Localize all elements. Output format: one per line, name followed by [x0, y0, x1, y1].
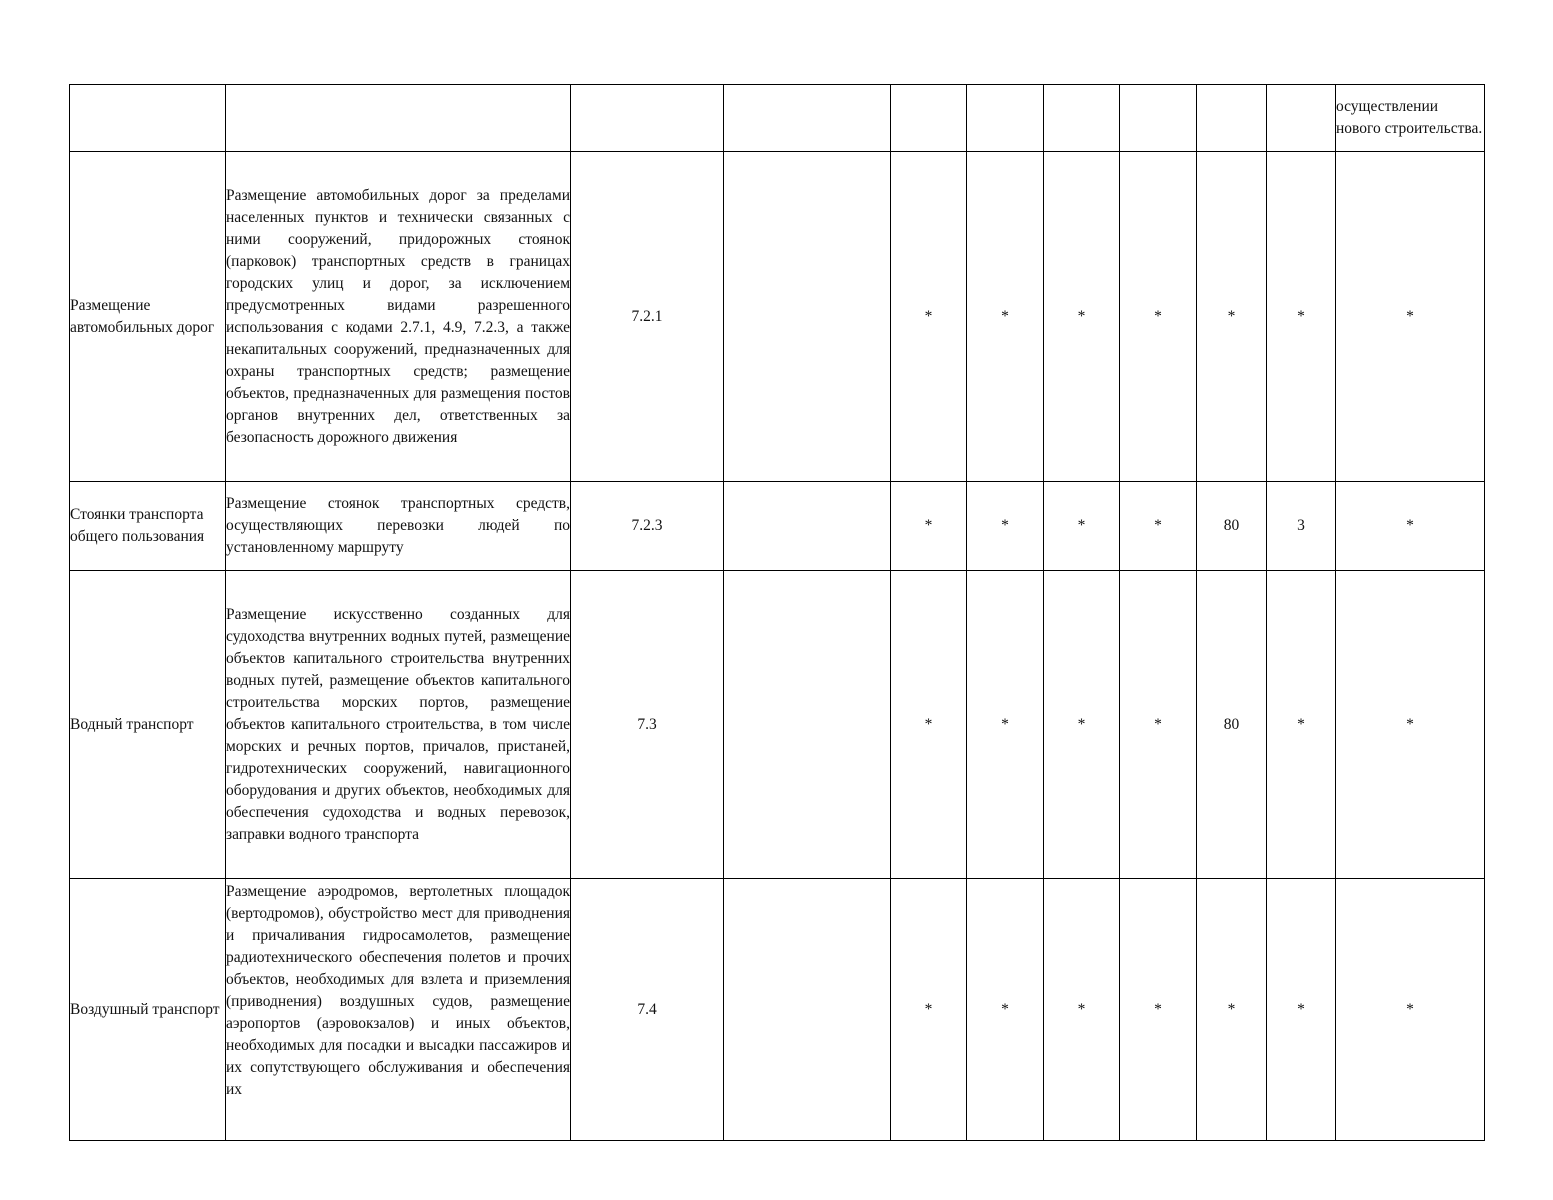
param-cell: *: [967, 152, 1044, 482]
param-cell: *: [891, 879, 967, 1141]
empty-cell: [724, 879, 891, 1141]
use-description-cell: Размещение стоянок транспортных средств, осуществляющих перевозки людей по установленному маршруту: [226, 482, 571, 571]
param-cell: [1120, 85, 1197, 152]
param-cell: *: [1197, 152, 1267, 482]
table-row: [70, 482, 1485, 571]
use-name-cell: Водный транспорт: [70, 571, 226, 879]
param-cell: *: [1120, 152, 1197, 482]
param-cell: [1044, 85, 1120, 152]
use-code-cell: 7.2.3: [571, 482, 724, 571]
param-cell: *: [967, 571, 1044, 879]
param-cell: *: [1044, 571, 1120, 879]
param-cell: *: [1044, 152, 1120, 482]
param-cell: *: [1267, 152, 1336, 482]
param-cell: 80: [1197, 571, 1267, 879]
empty-cell: [724, 571, 891, 879]
param-cell: 80: [1197, 482, 1267, 571]
param-cell: *: [891, 482, 967, 571]
use-code-cell: [571, 85, 724, 152]
param-cell: *: [1267, 571, 1336, 879]
table-row: [70, 571, 1485, 879]
param-cell: *: [1044, 879, 1120, 1141]
note-cell: *: [1336, 152, 1485, 482]
param-cell: [1197, 85, 1267, 152]
param-cell: *: [891, 152, 967, 482]
table-row: [70, 85, 1485, 152]
use-code-cell: 7.4: [571, 879, 724, 1141]
use-name-cell: Размещение автомобильных дорог: [70, 152, 226, 482]
param-cell: *: [1197, 879, 1267, 1141]
empty-cell: [724, 482, 891, 571]
use-code-cell: 7.2.1: [571, 152, 724, 482]
note-cell: *: [1336, 879, 1485, 1141]
use-name-cell: [70, 85, 226, 152]
use-description-cell: Размещение аэродромов, вертолетных площадок (вертодромов), обустройство мест для приводнения и причаливания гидросамолетов, размещение радиотехнического обеспечения полетов и прочих объектов, необходимых для взлета и приземления (приводнения) воздушных судов, размещение аэропортов (аэровокзалов) и иных объектов, необходимых для посадки и высадки пассажиров и их сопутствующего обслуживания и обеспечения их: [226, 882, 570, 1098]
param-cell: [967, 85, 1044, 152]
param-cell: *: [1120, 879, 1197, 1141]
use-name-cell: Стоянки транспорта общего пользования: [70, 482, 226, 571]
param-cell: [1267, 85, 1336, 152]
param-cell: *: [967, 879, 1044, 1141]
use-description-cell: Размещение искусственно созданных для судоходства внутренних водных путей, размещение объектов капитального строительства внутренних водных путей, размещение объектов капитального строительства морских портов, размещение объектов капитального строительства, в том числе морских и речных портов, причалов, пристаней, гидротехнических сооружений, навигационного оборудования и других объектов, необходимых для обеспечения судоходства и водных перевозок, заправки водного транспорта: [226, 571, 571, 879]
param-cell: 3: [1267, 482, 1336, 571]
param-cell: *: [1120, 482, 1197, 571]
use-name-cell: Воздушный транспорт: [70, 879, 226, 1141]
table-row: [70, 879, 1485, 1141]
param-cell: *: [1120, 571, 1197, 879]
empty-cell: [724, 152, 891, 482]
param-cell: *: [891, 571, 967, 879]
param-cell: [891, 85, 967, 152]
use-description-cell: [226, 85, 571, 152]
note-cell: *: [1336, 571, 1485, 879]
param-cell: *: [1267, 879, 1336, 1141]
param-cell: *: [1044, 482, 1120, 571]
land-use-table: [69, 84, 1485, 1141]
note-cell: осуществлении нового строительства.: [1336, 85, 1485, 152]
param-cell: *: [967, 482, 1044, 571]
use-description-wrapper: [226, 879, 571, 1141]
use-description-cell: Размещение автомобильных дорог за пределами населенных пунктов и технически связанных с ними сооружений, придорожных стоянок (парковок) транспортных средств в границах городских улиц и дорог, за исключением предусмотренных видами разрешенного использования с кодами 2.7.1, 4.9, 7.2.3, а также некапитальных сооружений, предназначенных для охраны транспортных средств; размещение объектов, предназначенных для размещения постов органов внутренних дел, ответственных за безопасность дорожного движения: [226, 152, 571, 482]
use-code-cell: 7.3: [571, 571, 724, 879]
table-row: [70, 152, 1485, 482]
note-cell: *: [1336, 482, 1485, 571]
empty-cell: [724, 85, 891, 152]
